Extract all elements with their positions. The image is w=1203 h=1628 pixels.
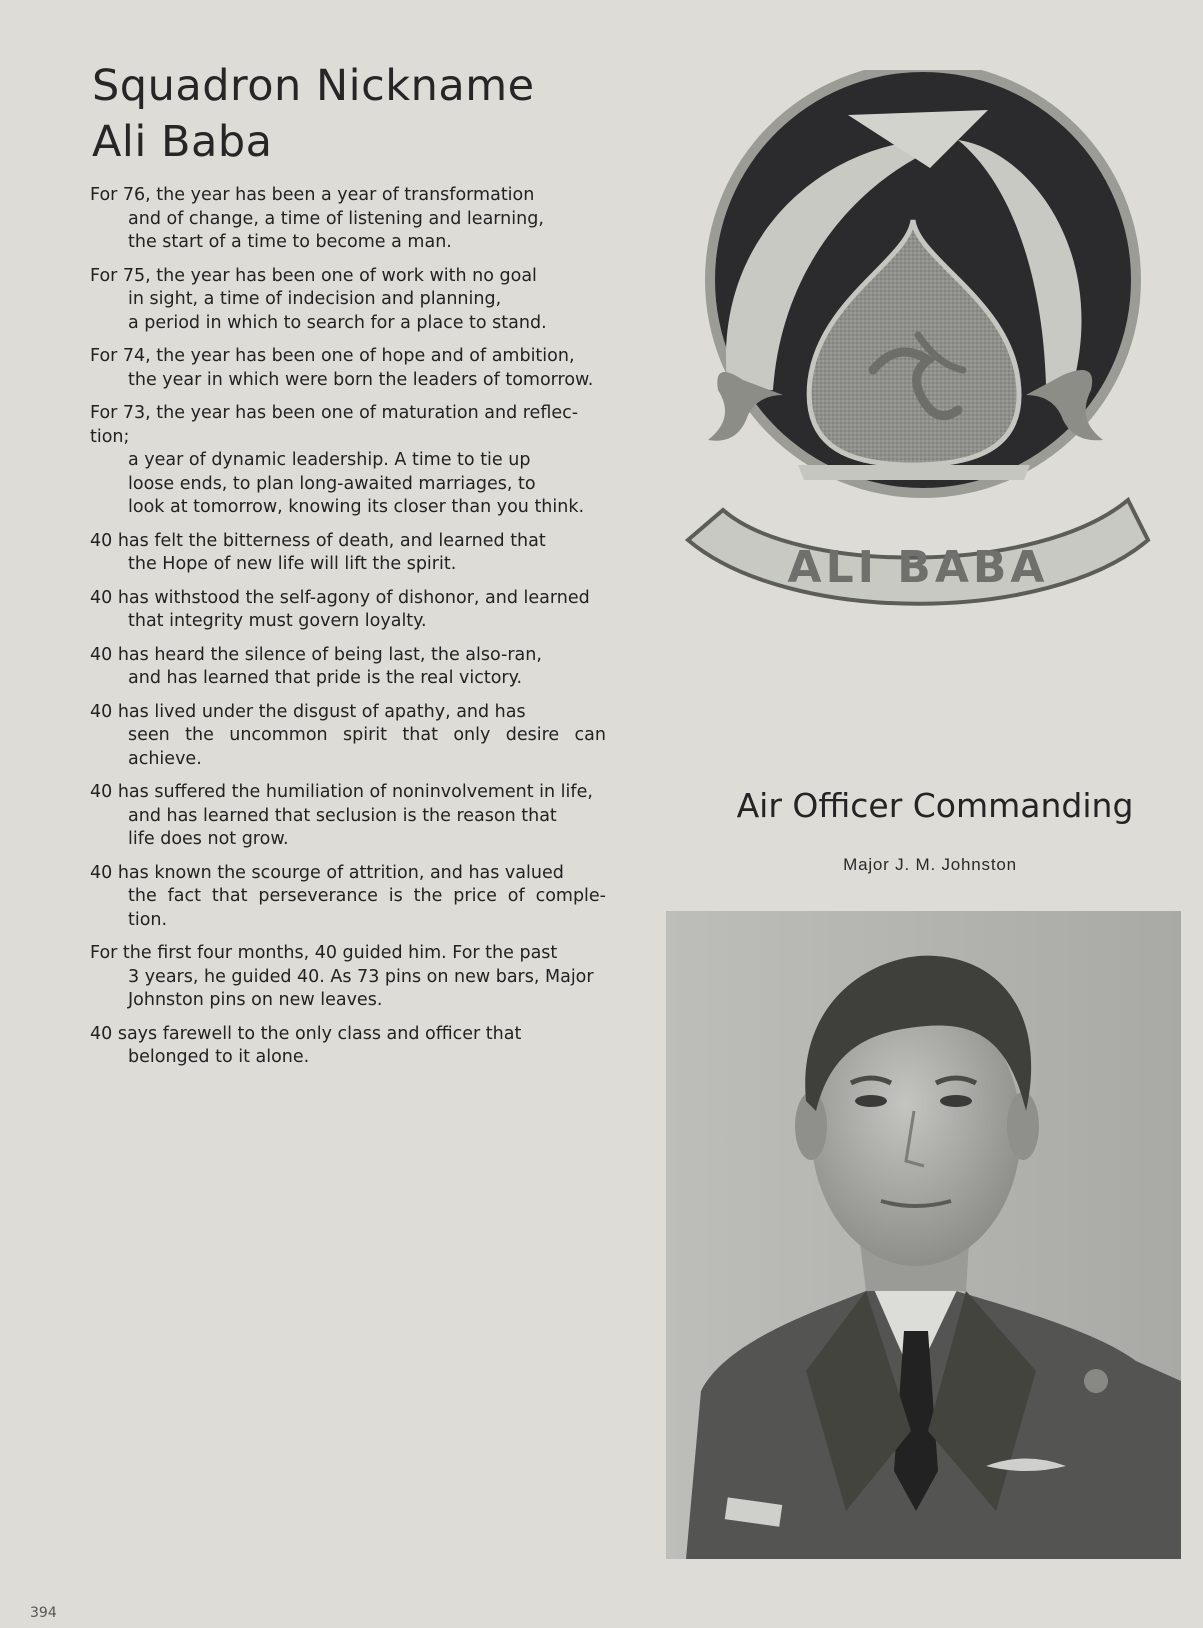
text-line: For the first four months, 40 guided him. For the past: [90, 943, 558, 963]
text-line: For 73, the year has been one of maturation and reflec-: [90, 403, 579, 423]
officer-name: Major J. M. Johnston: [843, 855, 1017, 874]
text-line: and has learned that pride is the real victory.: [128, 668, 523, 688]
text-line: 40 says farewell to the only class and officer that: [90, 1023, 522, 1044]
text-line: the start of a time to become a man.: [128, 232, 452, 252]
text-line: 40 has lived under the disgust of apathy, and has: [90, 701, 526, 722]
body-text: [90, 184, 606, 1080]
paragraph: [90, 644, 606, 691]
paragraph: [90, 862, 606, 933]
paragraph: [90, 184, 606, 255]
text-line: a period in which to search for a place to stand.: [128, 312, 547, 333]
paragraph: [90, 701, 606, 772]
text-line: seen the uncommon spirit that only desire can: [128, 725, 606, 745]
text-line: For 74, the year has been one of hope and of ambition,: [90, 346, 575, 366]
text-line: a year of dynamic leadership. A time to tie up: [128, 450, 531, 470]
text-line: 40 has heard the silence of being last, the also-ran,: [90, 644, 542, 665]
paragraph: [90, 1023, 606, 1070]
text-line: For 76, the year has been a year of transformation: [90, 185, 535, 205]
text-line: 40 has felt the bitterness of death, and learned that: [90, 530, 546, 551]
paragraph: [90, 942, 606, 1013]
paragraph: [90, 265, 606, 336]
text-line: look at tomorrow, knowing its closer than you think.: [128, 497, 585, 517]
paragraph: [90, 530, 606, 577]
text-line: the year in which were born the leaders of tomorrow.: [128, 369, 594, 390]
page-title-line-1: Squadron Nickname: [92, 61, 535, 111]
paragraph: [90, 402, 606, 520]
text-line: in sight, a time of indecision and planning,: [128, 289, 502, 309]
text-line: belonged to it alone.: [128, 1047, 310, 1067]
text-line: life does not grow.: [128, 829, 289, 849]
text-line: Johnston pins on new leaves.: [128, 990, 383, 1010]
text-line: the Hope of new life will lift the spirit.: [128, 554, 457, 574]
text-line: and of change, a time of listening and learning,: [128, 208, 544, 229]
text-line: 3 years, he guided 40. As 73 pins on new bars, Major: [128, 966, 594, 987]
text-line: 40 has known the scourge of attrition, and has valued: [90, 862, 564, 883]
text-line: For 75, the year has been one of work with no goal: [90, 265, 537, 286]
page-number: 394: [30, 1605, 57, 1621]
text-line: tion.: [128, 909, 168, 930]
text-line: achieve.: [128, 748, 202, 769]
text-line: and has learned that seclusion is the reason that: [128, 805, 557, 826]
paragraph: [90, 587, 606, 634]
text-line: loose ends, to plan long-awaited marriages, to: [128, 473, 536, 494]
squadron-patch-image: [668, 70, 1168, 620]
paragraph: [90, 345, 606, 392]
officer-portrait-photo: [666, 911, 1181, 1559]
text-line: 40 has withstood the self-agony of dishonor, and learned: [90, 587, 590, 608]
dome-base: [798, 465, 1030, 480]
text-line: the fact that perseverance is the price of comple-: [128, 886, 606, 906]
text-line: that integrity must govern loyalty.: [128, 611, 427, 631]
text-line: 40 has suffered the humiliation of noninvolvement in life,: [90, 782, 593, 802]
page-title: [92, 58, 632, 170]
page-title-line-2: Ali Baba: [92, 117, 273, 167]
section-heading: Air Officer Commanding: [736, 786, 1134, 825]
paragraph: [90, 781, 606, 852]
text-line: tion;: [90, 426, 130, 447]
patch-banner-text: ALI BABA: [787, 542, 1049, 593]
